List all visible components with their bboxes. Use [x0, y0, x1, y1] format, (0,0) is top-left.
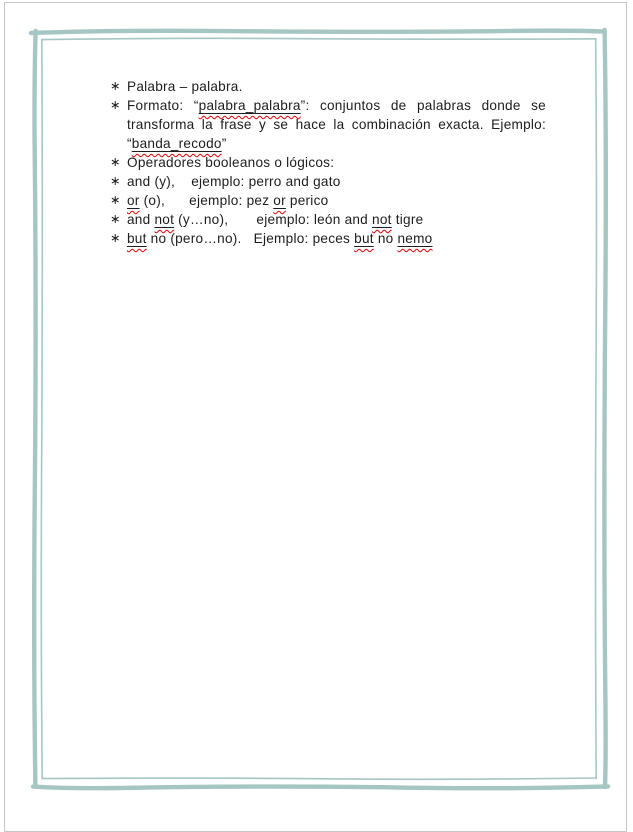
text-segment: (y…no), ejemplo: león and — [174, 212, 373, 227]
text-segment: and (y), ejemplo: perro and gato — [127, 174, 341, 189]
list-item-text — [127, 174, 341, 189]
list-item-text — [127, 193, 328, 208]
list-item — [108, 96, 555, 153]
list-item — [108, 77, 546, 96]
list-item-text — [127, 98, 554, 151]
misspelled-word-squiggle: or — [127, 193, 140, 208]
list-item-text — [127, 79, 243, 94]
misspelled-word — [273, 193, 286, 208]
text-segment: perico — [285, 193, 329, 208]
text-segment: and — [127, 212, 155, 227]
misspelled-word-squiggle: or — [273, 193, 286, 208]
misspelled-word-squiggle: not — [372, 212, 392, 227]
list-item — [108, 172, 546, 191]
bullet-marker: ∗ — [110, 79, 121, 93]
list-item — [108, 153, 546, 172]
bullet-marker: ∗ — [110, 174, 121, 188]
misspelled-word — [199, 98, 301, 113]
text-segment: no — [373, 231, 398, 246]
list-item-text — [127, 231, 433, 246]
list-item — [108, 191, 546, 210]
misspelled-word-squiggle: nemo — [397, 231, 433, 246]
list-item-text — [127, 212, 423, 227]
bullet-list — [108, 77, 555, 248]
misspelled-word — [127, 231, 147, 246]
text-segment: ”: conjuntos de palabras donde se transforma la frase y se hace la combinación exacta. Ejemplo: “ — [127, 98, 555, 151]
text-segment: Palabra – palabra. — [127, 79, 243, 94]
bullet-marker: ∗ — [110, 98, 121, 112]
misspelled-word — [132, 136, 222, 151]
bullet-marker: ∗ — [110, 193, 121, 207]
misspelled-word-squiggle: but — [354, 231, 374, 246]
list-item — [108, 210, 546, 229]
text-segment: Operadores booleanos o lógicos: — [127, 155, 335, 170]
text-segment: tigre — [391, 212, 424, 227]
list-item — [108, 229, 546, 248]
text-segment: ” — [221, 136, 227, 151]
misspelled-word-squiggle: banda_recodo — [131, 136, 222, 151]
misspelled-word-squiggle: not — [154, 212, 175, 227]
misspelled-word — [397, 231, 432, 246]
misspelled-word — [372, 212, 392, 227]
misspelled-word — [154, 212, 174, 227]
bullet-marker: ∗ — [110, 155, 121, 169]
misspelled-word — [127, 193, 140, 208]
bullet-marker: ∗ — [110, 212, 121, 226]
bullet-marker: ∗ — [110, 231, 121, 245]
misspelled-word — [354, 231, 374, 246]
misspelled-word-squiggle: palabra_palabra — [198, 98, 301, 113]
misspelled-word-squiggle: but — [127, 231, 147, 246]
text-segment: (o), ejemplo: pez — [139, 193, 274, 208]
text-segment: no (pero…no). Ejemplo: peces — [146, 231, 355, 246]
text-segment: Formato: “ — [127, 98, 199, 113]
list-item-text — [127, 155, 334, 170]
